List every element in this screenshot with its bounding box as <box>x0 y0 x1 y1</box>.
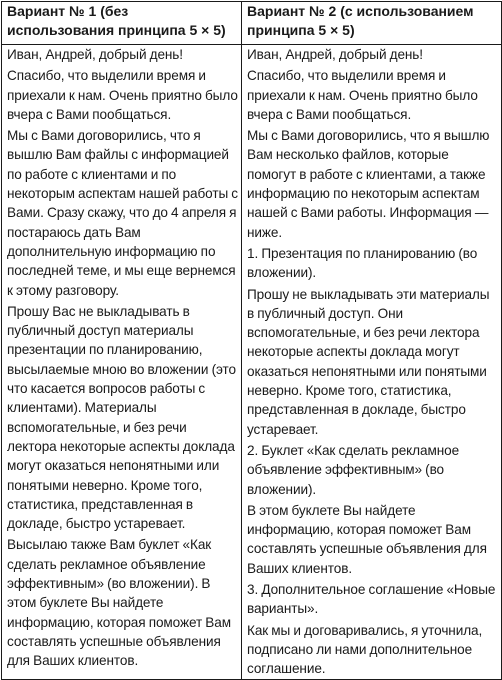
paragraph: Прошу Вас не выкладывать в публичный доступ материалы презентации по планированию, высылаемые мною во вложении (это что касается вопросов работы с клиентами). Материалы вспомогательные, и без речи лектора некоторые аспекты доклада могут оказаться непонятными или понятыми неверно. Кроме того, статистика, представленная в докладе, быстро устаревает. <box>7 303 236 532</box>
paragraph: Как мы и договаривались, я уточнила, подписано ли нами дополнительное соглашение. <box>247 622 483 677</box>
variant-1-text <box>2 45 242 680</box>
paragraph: Спасибо, что выделили время и приехали к нам. Очень приятно было вчера с Вами пообщаться. <box>7 68 238 122</box>
body-row <box>2 45 502 680</box>
paragraph: Высылаю также Вам буклет «Как сделать рекламное объявление эффективным» (во вложении). В этом буклете Вы найдете информацию, которая поможет Вам составлять успешные объявления для Ваших клиентов. <box>7 537 231 669</box>
paragraph: Мы с Вами договорились, что я вышлю Вам несколько файлов, которые помогут в работе с клиентами, а также информацию по некоторым аспектам нашей с Вами работы. Информация — ниже. <box>247 128 490 240</box>
paragraph: 1. Презентация по планированию (во вложении). <box>247 245 478 281</box>
paragraph: Прошу не выкладывать эти материалы в публичный доступ. Они вспомогательные, и без речи лектора некоторые аспекты доклада могут оказаться непонятными или понятыми неверно. Кроме того, статистика, представленная в докладе, быстро устаревает. <box>247 286 490 437</box>
paragraph: 3. Дополнительное соглашение «Новые варианты». <box>247 582 496 617</box>
variant-1-header: Вариант № 1 (без использования принципа 5 × 5) <box>2 2 242 45</box>
paragraph: Мы с Вами договорились, что я вышлю Вам файлы с информацией по работе с клиентами и по некоторым аспектам нашей работы с Вами. Сразу скажу, что до 4 апреля я постараюсь дать Вам дополнительную информацию по последней теме, и мы еще вернемся к этому разговору. <box>7 128 238 298</box>
paragraph: Спасибо, что выделили время и приехали к нам. Очень приятно было вчера с Вами пообщаться. <box>247 68 478 122</box>
variant-2-text <box>242 45 502 680</box>
comparison-table <box>1 1 502 680</box>
variant-2-header: Вариант № 2 (с использованием принципа 5 × 5) <box>242 2 502 45</box>
paragraph: Иван, Андрей, добрый день! <box>7 47 183 62</box>
paragraph: 2. Буклет «Как сделать рекламное объявление эффективным» (во вложении). <box>247 442 460 497</box>
header-row <box>2 2 502 45</box>
paragraph: В этом буклете Вы найдете информацию, которая поможет Вам составлять успешные объявления для Ваших клиентов. <box>247 502 487 576</box>
paragraph: Иван, Андрей, добрый день! <box>247 47 423 62</box>
